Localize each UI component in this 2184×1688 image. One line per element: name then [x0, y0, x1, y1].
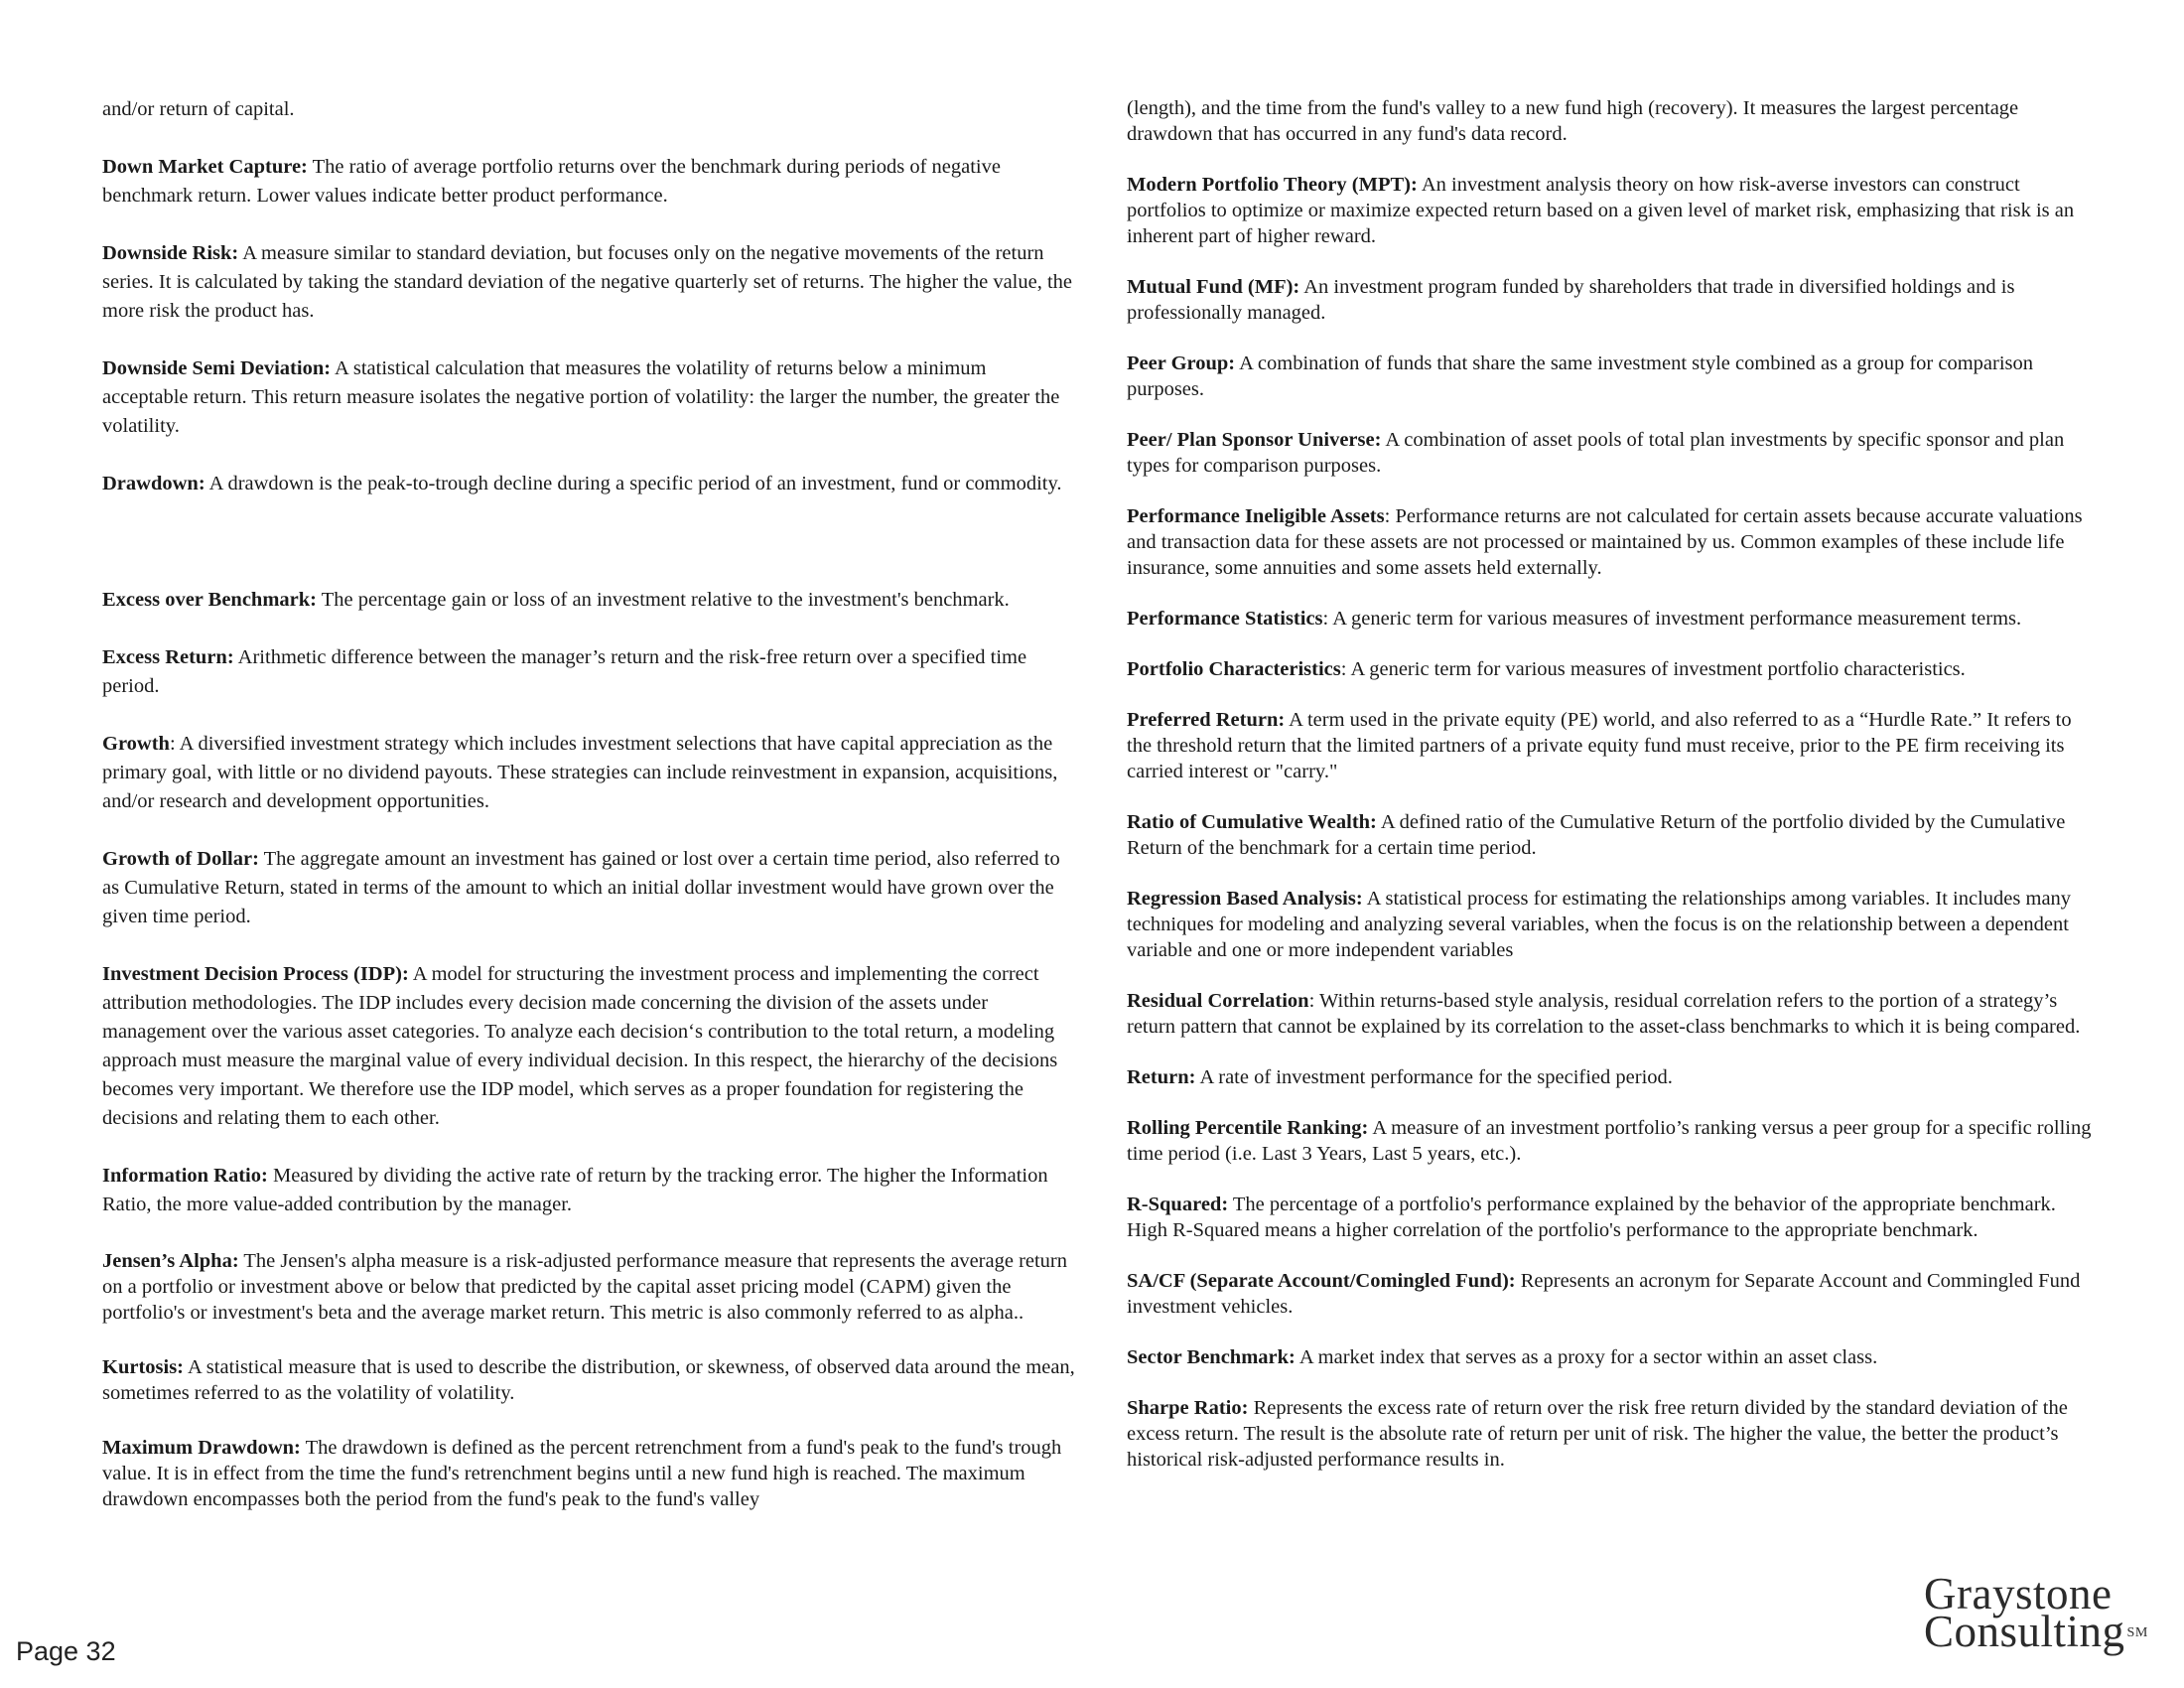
glossary-definition: A rate of investment performance for the specified period. — [1195, 1066, 1673, 1088]
glossary-term: Drawdown: — [102, 473, 205, 494]
glossary-term: Downside Semi Deviation: — [102, 357, 332, 379]
glossary-entry — [1127, 656, 2100, 682]
logo-line-2-text: Consulting — [1924, 1607, 2125, 1656]
glossary-definition: A combination of funds that share the same investment style combined as a group for comparison purposes. — [1127, 352, 2034, 400]
glossary-entry — [1127, 274, 2100, 326]
glossary-term: Growth — [102, 733, 170, 755]
glossary-definition: A combination of asset pools of total plan investments by specific sponsor and plan types for comparison purposes. — [1127, 429, 2065, 477]
glossary-entry — [1127, 95, 2100, 147]
service-mark: SM — [2126, 1625, 2148, 1640]
glossary-term: Portfolio Characteristics — [1127, 658, 1341, 680]
glossary-term: Information Ratio: — [102, 1165, 268, 1187]
glossary-term: SA/CF (Separate Account/Comingled Fund): — [1127, 1270, 1516, 1292]
glossary-entry — [1127, 503, 2100, 581]
glossary-definition: The Jensen's alpha measure is a risk-adjusted performance measure that represents the average return on a portfolio or investment above or below that predicted by the capital asset pricing model (CAPM) given the portfolio's or investment's beta and the average market return. This metric is also commonly referred to as alpha.. — [102, 1250, 1068, 1324]
logo-line-2 — [1924, 1607, 2148, 1656]
glossary-entry — [1127, 172, 2100, 249]
glossary-term: Preferred Return: — [1127, 709, 1286, 731]
glossary-definition: A model for structuring the investment process and implementing the correct attribution methodologies. The IDP includes every decision made concerning the division of the assets under management over the various asset categories. To analyze each decision‘s contribution to the total return, a modeling approach must measure the marginal value of every individual decision. In this respect, the hierarchy of the decisions becomes very important. We therefore use the IDP model, which serves as a proper foundation for registering the decisions and relating them to each other. — [102, 963, 1058, 1129]
glossary-term: Modern Portfolio Theory (MPT): — [1127, 174, 1418, 196]
glossary-definition: A drawdown is the peak-to-trough decline during a specific period of an investment, fund or commodity. — [205, 473, 1062, 494]
glossary-definition: : A generic term for various measures of investment performance measurement terms. — [1322, 608, 2022, 630]
glossary-entry — [1127, 1268, 2100, 1320]
glossary-definition: Represents an acronym for Separate Account and Commingled Fund investment vehicles. — [1127, 1270, 2081, 1318]
glossary-term: Regression Based Analysis: — [1127, 888, 1363, 910]
glossary-entry — [102, 1435, 1075, 1512]
glossary-term: Investment Decision Process (IDP): — [102, 963, 409, 985]
glossary-entry — [102, 1248, 1075, 1326]
glossary-definition: The percentage of a portfolio's performance explained by the behavior of the appropriate benchmark. High R-Squared means a higher correlation of the portfolio's performance to the appropriate benchmark. — [1127, 1194, 2056, 1241]
glossary-entry — [102, 239, 1075, 326]
glossary-term: Sector Benchmark: — [1127, 1346, 1296, 1368]
glossary-definition: : Within returns-based style analysis, residual correlation refers to the portion of a strategy’s return pattern that cannot be explained by its correlation to the asset-class benchmarks to which it is being compared. — [1127, 990, 2081, 1038]
glossary-entry — [102, 470, 1075, 498]
glossary-definition: (length), and the time from the fund's valley to a new fund high (recovery). It measures the largest percentage drawdown that has occurred in any fund's data record. — [1127, 97, 2019, 145]
glossary-definition: The percentage gain or loss of an investment relative to the investment's benchmark. — [316, 589, 1010, 611]
glossary-term: Excess over Benchmark: — [102, 589, 317, 611]
glossary-entry — [1127, 1064, 2100, 1090]
glossary-entry — [102, 354, 1075, 441]
glossary-term: Excess Return: — [102, 646, 234, 668]
page-number: Page 32 — [16, 1636, 116, 1666]
glossary-definition: and/or return of capital. — [102, 98, 295, 120]
glossary-term: Residual Correlation — [1127, 990, 1309, 1012]
glossary-term: Maximum Drawdown: — [102, 1437, 301, 1459]
glossary-entry — [1127, 427, 2100, 479]
glossary-term: Downside Risk: — [102, 242, 239, 264]
glossary-term: Growth of Dollar: — [102, 848, 259, 870]
glossary-term: Sharpe Ratio: — [1127, 1397, 1249, 1419]
glossary-definition: A statistical measure that is used to describe the distribution, or skewness, of observed data around the mean, sometimes referred to as the volatility of volatility. — [102, 1356, 1075, 1404]
glossary-entry — [1127, 1115, 2100, 1167]
graystone-consulting-logo — [1924, 1569, 2148, 1656]
glossary-entry — [102, 95, 1075, 124]
glossary-term: Mutual Fund (MF): — [1127, 276, 1300, 298]
glossary-definition: Represents the excess rate of return over the risk free return divided by the standard deviation of the excess return. The result is the absolute rate of return per unit of risk. The higher the value, the better the product’s historical risk-adjusted performance results in. — [1127, 1397, 2068, 1471]
glossary-term: Performance Statistics — [1127, 608, 1323, 630]
glossary-entry — [1127, 1395, 2100, 1473]
glossary-definition: The ratio of average portfolio returns over the benchmark during periods of negative benchmark return. Lower values indicate better product performance. — [102, 156, 1001, 207]
glossary-definition: Arithmetic difference between the manager’s return and the risk-free return over a specified time period. — [102, 646, 1027, 697]
glossary-entry — [102, 845, 1075, 931]
glossary-term: Down Market Capture: — [102, 156, 308, 178]
glossary-definition: : A generic term for various measures of investment portfolio characteristics. — [1340, 658, 1966, 680]
glossary-entry — [1127, 707, 2100, 784]
glossary-definition: A market index that serves as a proxy for a sector within an asset class. — [1295, 1346, 1878, 1368]
glossary-definition: The aggregate amount an investment has gained or lost over a certain time period, also referred to as Cumulative Return, stated in terms of the amount to which an initial dollar investment would have grown over the given time period. — [102, 848, 1060, 927]
glossary-term: Peer Group: — [1127, 352, 1236, 374]
glossary-entry — [102, 1354, 1075, 1406]
glossary-entry — [102, 1162, 1075, 1219]
glossary-definition: A measure of an investment portfolio’s ranking versus a peer group for a specific rolling time period (i.e. Last 3 Years, Last 5 years, etc.). — [1127, 1117, 2092, 1165]
glossary-term: R-Squared: — [1127, 1194, 1229, 1215]
glossary-definition: A statistical calculation that measures the volatility of returns below a minimum acceptable return. This return measure isolates the negative portion of volatility: the larger the number, the greater the volatility. — [102, 357, 1060, 437]
glossary-definition: : A diversified investment strategy which includes investment selections that have capital appreciation as the primary goal, with little or no dividend payouts. These strategies can include reinvestment in expansion, acquisitions, and/or research and development opportunities. — [102, 733, 1058, 812]
glossary-right-column — [1127, 95, 2100, 1497]
glossary-entry — [1127, 351, 2100, 402]
glossary-term: Ratio of Cumulative Wealth: — [1127, 811, 1377, 833]
glossary-definition: Measured by dividing the active rate of return by the tracking error. The higher the Information Ratio, the more value-added contribution by the manager. — [102, 1165, 1048, 1215]
glossary-term: Return: — [1127, 1066, 1196, 1088]
logo-line-1: Graystone — [1924, 1569, 2113, 1618]
glossary-entry — [102, 586, 1075, 615]
glossary-left-column — [102, 95, 1075, 1541]
glossary-definition: : Performance returns are not calculated for certain assets because accurate valuations and transaction data for these assets are not processed or maintained by us. Common examples of these include life insurance, some annuities and some assets held externally. — [1127, 505, 2083, 579]
glossary-term: Peer/ Plan Sponsor Universe: — [1127, 429, 1382, 451]
glossary-definition: A term used in the private equity (PE) world, and also referred to as a “Hurdle Rate.” It refers to the threshold return that the limited partners of a private equity fund must receive, prior to the PE firm receiving its carried interest or "carry." — [1127, 709, 2072, 782]
glossary-entry — [1127, 988, 2100, 1040]
glossary-entry — [1127, 1344, 2100, 1370]
glossary-entry — [102, 643, 1075, 701]
glossary-term: Rolling Percentile Ranking: — [1127, 1117, 1369, 1139]
glossary-definition: A statistical process for estimating the relationships among variables. It includes many techniques for modeling and analyzing several variables, when the focus is on the relationship between a dependent variable and one or more independent variables — [1127, 888, 2072, 961]
glossary-definition: A measure similar to standard deviation, but focuses only on the negative movements of the return series. It is calculated by taking the standard deviation of the negative quarterly set of returns. The higher the value, the more risk the product has. — [102, 242, 1073, 322]
glossary-entry — [1127, 1192, 2100, 1243]
glossary-definition: An investment program funded by shareholders that trade in diversified holdings and is professionally managed. — [1127, 276, 2015, 324]
glossary-entry — [1127, 886, 2100, 963]
glossary-definition: The drawdown is defined as the percent retrenchment from a fund's peak to the fund's trough value. It is in effect from the time the fund's retrenchment begins until a new fund high is reached. The maximum drawdown encompasses both the period from the fund's peak to the fund's valley — [102, 1437, 1062, 1510]
glossary-definition: A defined ratio of the Cumulative Return of the portfolio divided by the Cumulative Return of the benchmark for a certain time period. — [1127, 811, 2066, 859]
glossary-term: Performance Ineligible Assets — [1127, 505, 1385, 527]
glossary-entry — [102, 960, 1075, 1133]
glossary-term: Kurtosis: — [102, 1356, 184, 1378]
glossary-entry — [1127, 606, 2100, 632]
glossary-term: Jensen’s Alpha: — [102, 1250, 239, 1272]
glossary-entry — [1127, 809, 2100, 861]
glossary-definition: An investment analysis theory on how risk-averse investors can construct portfolios to optimize or maximize expected return based on a given level of market risk, emphasizing that risk is an inherent part of higher reward. — [1127, 174, 2075, 247]
glossary-entry — [102, 153, 1075, 211]
glossary-entry — [102, 730, 1075, 816]
